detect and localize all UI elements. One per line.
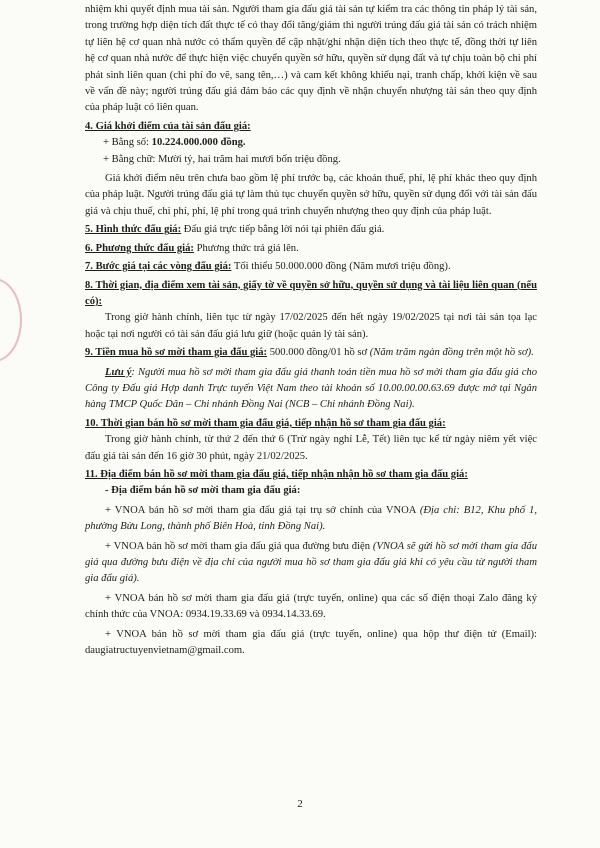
section-10-text: Trong giờ hành chính, từ thứ 2 đến thứ 6 (Trừ ngày nghỉ Lễ, Tết) liên tục kể từ ngày niêm yết việc đấu giá tài sản đến 16 giờ 30 phút, ngày 21/02/2025.	[85, 434, 537, 462]
note-label: Lưu ý	[105, 366, 132, 378]
sale-location-office	[85, 503, 537, 536]
red-seal-fragment	[0, 278, 22, 362]
note-text: : Người mua hồ sơ mời tham gia đấu giá thanh toán tiền mua hồ sơ mời tham gia đấu giá cho Công ty Đấu giá Hợp danh Trực tuyến Việt Nam theo tài khoản số 10.00.00.00.63.69 được mở tại Ngân hàng TMCP Quốc Dân – Chi nhánh Đồng Nai (NCB – Chi nhánh Đồng Nai).	[85, 366, 537, 411]
section-9	[85, 345, 537, 361]
section-6-text: Phương thức trả giá lên.	[193, 242, 299, 254]
price-number-line	[85, 135, 537, 151]
section-7	[85, 259, 537, 275]
section-9-heading: 9. Tiền mua hồ sơ mời tham gia đấu giá:	[85, 347, 268, 359]
section-10-heading: 10. Thời gian bán hồ sơ mời tham gia đấu giá, tiếp nhận hồ sơ tham gia đấu giá:	[85, 417, 446, 429]
section-7-heading: 7. Bước giá tại các vòng đấu giá:	[85, 261, 232, 273]
section-9-text-italic: (Năm trăm ngàn đồng trên một hồ sơ).	[369, 347, 534, 359]
section-11-heading: 11. Địa điểm bán hồ sơ mời tham gia đấu giá, tiếp nhận nhận hồ sơ tham gia đấu giá:	[85, 468, 468, 480]
price-number-label: + Bằng số:	[103, 137, 152, 149]
sale-office-address: (Địa chỉ: B12, Khu phố 1, phường Bửu Long, thành phố Biên Hoà, tỉnh Đồng Nai).	[85, 504, 537, 533]
section-8-text: Trong giờ hành chính, liên tục từ ngày 17/02/2025 đến hết ngày 19/02/2025 tại nơi tài sản tọa lạc hoặc tại nơi người có tài sản đấu giá lưu giữ (hoặc quản lý tài sản).	[85, 312, 537, 340]
price-number-value: 10.224.000.000 đồng.	[151, 137, 246, 149]
sale-office-text: + VNOA bán hồ sơ mời tham gia đấu giá tại trụ sở chính của VNOA	[105, 504, 420, 516]
section-4-heading: 4. Giá khởi điểm của tài sản đấu giá:	[85, 120, 251, 132]
intro-paragraph: nhiệm khi quyết định mua tài sản. Người tham gia đấu giá tài sản tự kiểm tra các thông tin pháp lý tài sản, trong trường hợp diện tích đất thực tế có thay đổi tăng/giảm thì người trúng đấu giá tài sản có trách nhiệm tự liên hệ cơ quan nhà nước có thẩm quyền để cập nhật/ghi nhận diện tích theo thực tế, đồng thời tự liên hệ cơ quan nhà nước để thực hiện việc chuyển quyền sở hữu, quyền sử dụng đất và tự chịu toàn bộ chi phí phát sinh liên quan (chi phí đo vẽ, sang tên,…) và cam kết không khiếu nại, tranh chấp, khởi kiện về sau về vấn đề này; người trúng đấu giá đảm bảo các quy định về nhận chuyển nhượng tài sản theo quy định của pháp luật có liên quan.	[85, 4, 537, 114]
price-words-line: + Bằng chữ: Mười tỷ, hai trăm hai mươi bốn triệu đồng.	[103, 153, 341, 165]
section-9-note	[85, 365, 537, 414]
section-5	[85, 222, 537, 238]
page-number: 2	[297, 798, 303, 810]
sale-post-text: + VNOA bán hồ sơ mời tham gia đấu giá qua đường bưu điện	[105, 540, 373, 552]
sale-location-email: + VNOA bán hồ sơ mời tham gia đấu giá (trực tuyến, online) qua hộp thư điện tử (Email): daugiatructuyenvietnam@gmail.com.	[85, 628, 537, 657]
sale-location-post	[85, 539, 537, 588]
price-note: Giá khởi điểm nêu trên chưa bao gồm lệ phí trước bạ, các khoản thuế, phí, lệ phí khác theo quy định của pháp luật. Người trúng đấu giá tự làm thủ tục chuyển quyền sở hữu, quyền sử dụng đối với tài sản đấu giá và chịu thuế, chi phí, phí, lệ phí trong quá trình chuyển nhượng theo quy định của pháp luật.	[85, 173, 537, 217]
section-11-subheading: - Địa điểm bán hồ sơ mời tham gia đấu giá:	[105, 485, 301, 497]
sale-location-zalo: + VNOA bán hồ sơ mời tham gia đấu giá (trực tuyến, online) qua các số điện thoại Zalo đăng ký chính thức của VNOA: 0934.19.33.69 và 0934.14.33.69.	[85, 592, 537, 621]
section-6-heading: 6. Phương thức đấu giá:	[85, 242, 194, 254]
section-5-text: Đấu giá trực tiếp bằng lời nói tại phiên đấu giá.	[181, 224, 385, 236]
page-content	[85, 2, 537, 659]
section-5-heading: 5. Hình thức đấu giá:	[85, 224, 182, 236]
section-6	[85, 241, 537, 257]
section-7-text: Tối thiểu 50.000.000 đồng (Năm mươi triệu đồng).	[231, 261, 451, 273]
section-9-text: 500.000 đồng/01 hồ sơ	[267, 347, 370, 359]
sale-post-detail: (VNOA sẽ gửi hồ sơ mời tham gia đấu giá qua đường bưu điện về địa chỉ của người mua hồ sơ tham gia đấu giá khi có yêu cầu từ người tham gia đấu giá).	[85, 540, 537, 585]
section-8-heading: 8. Thời gian, địa điểm xem tài sản, giấy tờ về quyền sở hữu, quyền sử dụng và tài liệu liên quan (nếu có):	[85, 279, 537, 307]
